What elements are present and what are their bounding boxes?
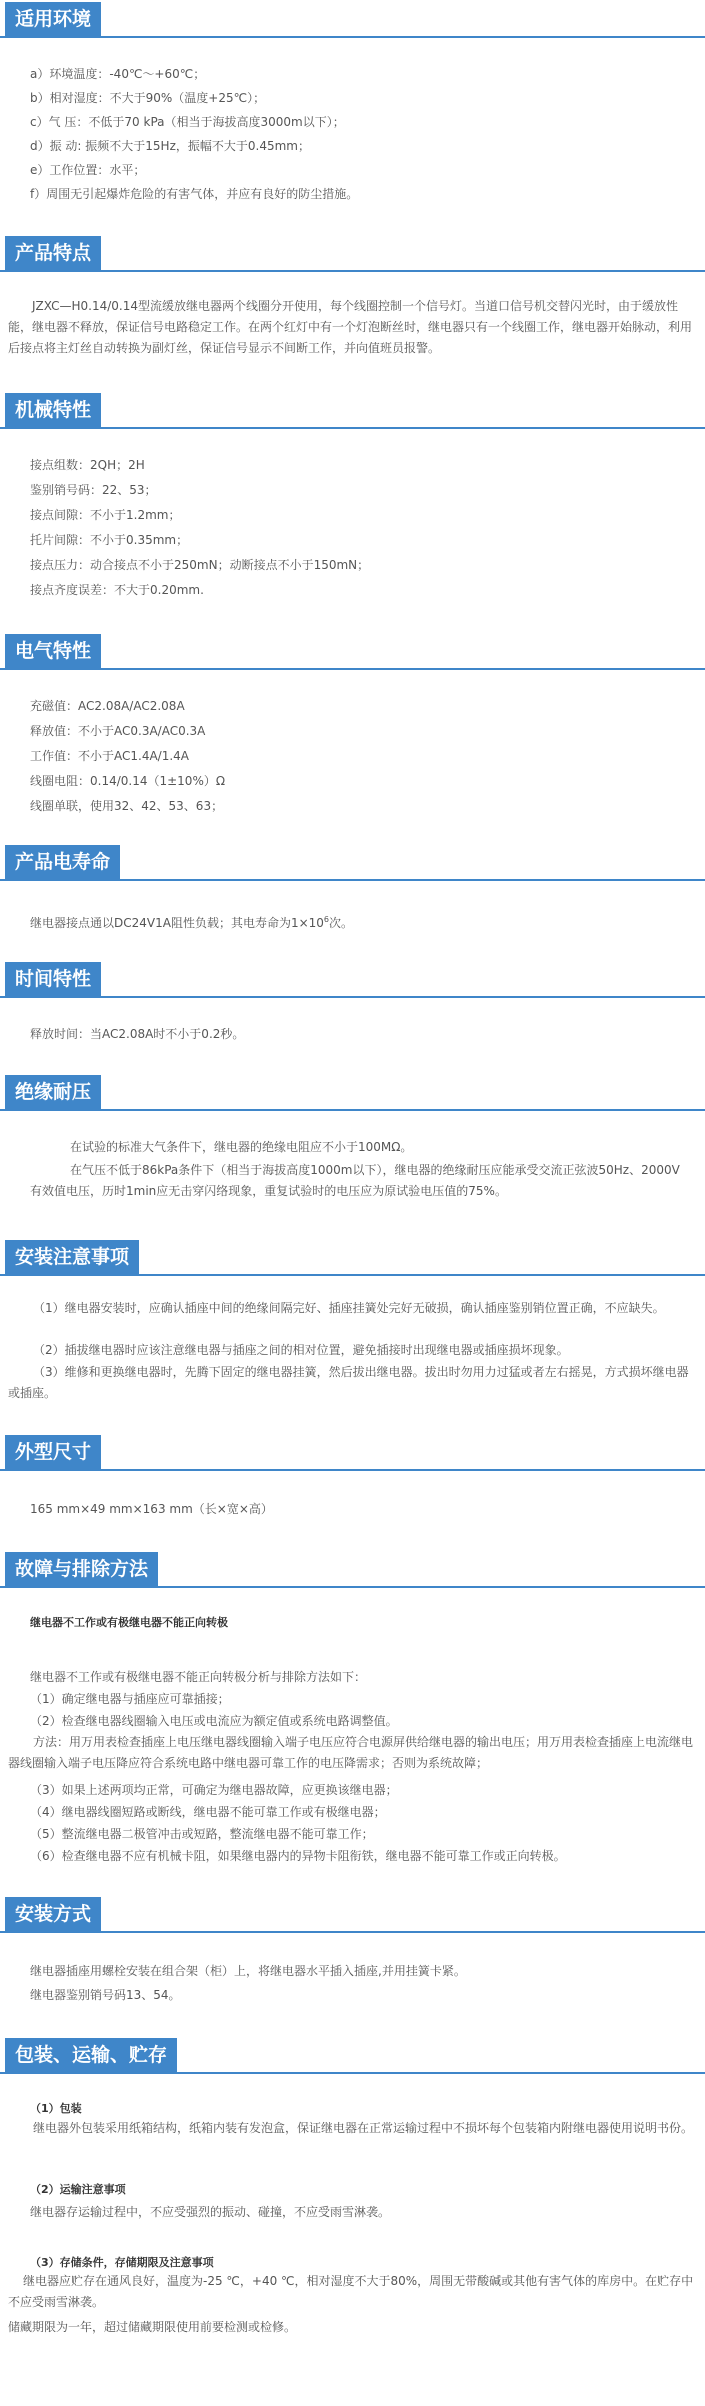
fault-line: （4）继电器线圈短路或断线，继电器不能可靠工作或有极继电器； [30, 1805, 386, 1819]
mech-item: 接点压力：动合接点不小于250mN；动断接点不小于150mN； [30, 558, 370, 572]
elec-item: 线圈单联，使用32、42、53、63； [30, 799, 224, 813]
fault-method: 方法：用万用表检查插座上电压继电器线圈输入端子电压应符合电源屏供给继电器的输出电压；用万用表检查插座上电流继电器线圈输入端子电压降应符合系统电路中继电器可靠工作的电压降需求；否则为系统故障； [8, 1735, 694, 1770]
section-header-install-notes [0, 1240, 705, 1276]
section-header-mounting [0, 1897, 705, 1933]
section-header-packaging [0, 2038, 705, 2074]
section-title: 故障与排除方法 [5, 1552, 158, 1586]
install-note: （3）维修和更换继电器时，先腾下固定的继电器挂簧，然后拔出继电器。拔出时勿用力过猛或者左右摇晃，方式损坏继电器或插座。 [8, 1365, 689, 1400]
section-title: 绝缘耐压 [5, 1075, 101, 1109]
fault-line: （1）确定继电器与插座应可靠插接； [30, 1692, 230, 1706]
mech-item: 接点间隙：不小于1.2mm； [30, 508, 181, 522]
section-title: 产品特点 [5, 236, 101, 270]
section-header-insulation [0, 1075, 705, 1111]
mount-text: 继电器插座用螺栓安装在组合架（柜）上，将继电器水平插入插座,并用挂簧卡紧。 [30, 1964, 466, 1978]
section-title: 安装方式 [5, 1897, 101, 1931]
mech-item: 接点组数：2QH；2H [30, 458, 145, 472]
section-header-mechanical [0, 393, 705, 429]
life-text-tail: 次。 [329, 916, 354, 930]
pack-heading: （2）运输注意事项 [30, 2183, 126, 2196]
elec-item: 释放值：不小于AC0.3A/AC0.3A [30, 724, 206, 738]
elec-item: 线圈电阻：0.14/0.14（1±10%）Ω [30, 774, 226, 788]
time-text: 释放时间：当AC2.08A时不小于0.2秒。 [30, 1027, 245, 1041]
insulation-withstand: 在气压不低于86kPa条件下（相当于海拔高度1000m以下），继电器的绝缘耐压应能承受交流正弦波50Hz、2000V有效值电压，历时1min应无击穿闪络现象，重复试验时的电压应为原试验电压值的75%。 [30, 1163, 680, 1198]
pack-text: 储藏期限为一年，超过储藏期限使用前要检测或检修。 [8, 2320, 297, 2334]
pack-text: 继电器存运输过程中，不应受强烈的振动、碰撞，不应受雨雪淋袭。 [30, 2205, 391, 2219]
env-item: e）工作位置：水平； [30, 163, 146, 177]
section-header-troubleshooting [0, 1552, 705, 1588]
fault-line: （2）检查继电器线圈输入电压或电流应为额定值或系统电路调整值。 [30, 1714, 398, 1728]
insulation-resistance: 在试验的标准大气条件下，继电器的绝缘电阻应不小于100MΩ。 [70, 1140, 413, 1154]
elec-item: 工作值：不小于AC1.4A/1.4A [30, 749, 190, 763]
dimensions-text: 165 mm×49 mm×163 mm（长×宽×高） [30, 1502, 273, 1516]
section-title: 安装注意事项 [5, 1240, 139, 1274]
install-note: （2）插拔继电器时应该注意继电器与插座之间的相对位置，避免插接时出现继电器或插座损坏现象。 [33, 1343, 569, 1357]
section-header-environment [0, 2, 705, 38]
section-title: 产品电寿命 [5, 845, 120, 879]
env-item: d）振 动: 振频不大于15Hz，振幅不大于0.45mm； [30, 139, 310, 153]
mech-item: 接点齐度误差：不大于0.20mm. [30, 583, 204, 597]
section-title: 电气特性 [5, 634, 101, 668]
pack-heading: （1）包装 [30, 2102, 82, 2115]
section-header-electrical-life [0, 845, 705, 881]
fault-line: （3）如果上述两项均正常，可确定为继电器故障，应更换该继电器； [30, 1783, 398, 1797]
elec-item: 充磁值：AC2.08A/AC2.08A [30, 699, 185, 713]
mech-item: 鉴别销号码：22、53； [30, 483, 157, 497]
pack-text: 继电器外包装采用纸箱结构，纸箱内装有发泡盒，保证继电器在正常运输过程中不损坏每个包装箱内附继电器使用说明书份。 [33, 2121, 694, 2135]
pack-heading: （3）存储条件，存储期限及注意事项 [30, 2256, 214, 2269]
install-note: （1）继电器安装时，应确认插座中间的绝缘间隔完好、插座挂簧处完好无破损，确认插座鉴别销位置正确，不应缺失。 [33, 1301, 665, 1315]
life-text [30, 911, 353, 932]
section-header-electrical [0, 634, 705, 670]
section-header-features [0, 236, 705, 272]
life-exponent: 6 [323, 915, 329, 924]
fault-line: 继电器不工作或有极继电器不能正向转极分析与排除方法如下： [30, 1670, 367, 1684]
section-title: 时间特性 [5, 962, 101, 996]
fault-line: （5）整流继电器二极管冲击或短路，整流继电器不能可靠工作； [30, 1827, 374, 1841]
fault-line: （6）检查继电器不应有机械卡阻，如果继电器内的异物卡阻衔铁，继电器不能可靠工作或正向转极。 [30, 1849, 566, 1863]
features-text: JZXC—H0.14/0.14型流缓放继电器两个线圈分开使用，每个线圈控制一个信号灯。当道口信号机交替闪光时，由于缓放性能，继电器不释放，保证信号电路稳定工作。在两个红灯中有一个灯泡断丝时，继电器只有一个线圈工作，继电器开始脉动，利用后接点将主灯丝自动转换为副灯丝，保证信号显示不间断工作，并向值班员报警。 [8, 299, 693, 355]
env-item: a）环境温度：-40℃～+60℃； [30, 67, 206, 81]
section-title: 适用环境 [5, 2, 101, 36]
section-header-dimensions [0, 1435, 705, 1471]
section-title: 机械特性 [5, 393, 101, 427]
fault-subtitle: 继电器不工作或有极继电器不能正向转极 [30, 1616, 228, 1629]
section-title: 外型尺寸 [5, 1435, 101, 1469]
env-item: c）气 压：不低于70 kPa（相当于海拔高度3000m以下）； [30, 115, 345, 129]
mount-pin-code: 继电器鉴别销号码13、54。 [30, 1988, 181, 2002]
section-title: 包装、运输、贮存 [5, 2038, 177, 2072]
env-item: f）周围无引起爆炸危险的有害气体，并应有良好的防尘措施。 [30, 187, 359, 201]
env-item: b）相对湿度：不大于90%（温度+25℃）； [30, 91, 266, 105]
pack-text: 继电器应贮存在通风良好，温度为-25 ℃，+40 ℃，相对湿度不大于80%，周围无带酸碱或其他有害气体的库房中。在贮存中不应受雨雪淋袭。 [8, 2274, 694, 2309]
mech-item: 托片间隙：不小于0.35mm； [30, 533, 189, 547]
section-header-timing [0, 962, 705, 998]
life-text-main: 继电器接点通以DC24V1A阻性负载；其电寿命为1×10 [30, 916, 324, 930]
